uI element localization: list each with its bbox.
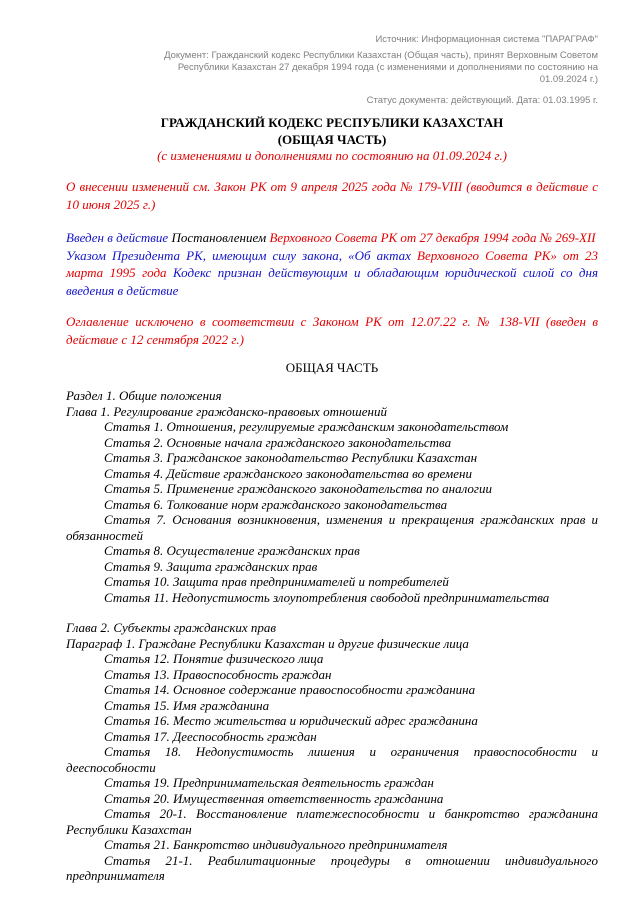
toc-item: Статья 6. Толкование норм гражданского законодательства [104,496,448,512]
toc-item: Статья 16. Место жительства и юридический адрес гражданина [104,713,478,729]
toc-item: Статья 19. Предпринимательская деятельность граждан [104,775,434,791]
decree-reference: Верховного Совета РК» от 23 марта 1995 года [66,247,598,281]
toc-item: Статья 15. Имя гражданина [104,697,270,713]
toc-item: Статья 21-1. Реабилитационные процедуры в отношении индивидуального предпринимателя [66,852,598,884]
decree-lead: Указом Президента РК, имеющим силу закона, «Об актах [66,247,417,263]
source-line: Источник: Информационная система "ПАРАГРАФ" [375,34,598,45]
part-title: ОБЩАЯ ЧАСТЬ [285,360,379,376]
enactment-note [66,229,598,247]
toc-item: Статья 3. Гражданское законодательство Республики Казахстан [104,450,478,466]
toc-item: Раздел 1. Общие положения [66,388,222,404]
toc-item: Статья 2. Основные начала гражданского законодательства [104,434,452,450]
toc-item: Параграф 1. Граждане Республики Казахстан и другие физические лица [66,635,469,651]
toc-removed-note: Оглавление исключено в соответствии с Законом РК от 12.07.22 г. № 138-VII (введен в действие с 12 сентября 2022 г.) [66,314,598,347]
toc-item: Глава 2. Субъекты гражданских прав [66,620,277,636]
revision-note: (с изменениями и дополнениями по состоянию на 01.09.2024 г.) [157,148,507,164]
document-info-line: Документ: Гражданский кодекс Республики Казахстан (Общая часть), принят Верховным Советом Республики Казахстан 27 декабря 1994 года (с изменениями и дополнениями по состоянию на 01.09.2024 г.) [164,49,598,85]
toc-item: Статья 20. Имущественная ответственность гражданина [104,790,444,806]
toc-item: Статья 7. Основания возникновения, изменения и прекращения гражданских прав и обязанностей [66,512,598,543]
toc-item: Глава 1. Регулирование гражданско-правовых отношений [66,403,387,419]
toc-item: Статья 21. Банкротство индивидуального предпринимателя [104,837,448,853]
toc-item: Статья 14. Основное содержание правоспособности гражданина [104,682,476,698]
title-line-1: ГРАЖДАНСКИЙ КОДЕКС РЕСПУБЛИКИ КАЗАХСТАН [160,115,504,131]
table-of-contents [66,388,598,884]
toc-item: Статья 12. Понятие физического лица [104,651,324,667]
decree-note [66,247,598,300]
status-line: Статус документа: действующий. Дата: 01.03.1995 г. [366,94,598,106]
document-title [66,114,598,148]
amendment-notice: О внесении изменений см. Закон РК от 9 апреля 2025 года № 179-VIII (вводится в действие с 10 июня 2025 г.) [66,179,598,212]
toc-item: Статья 10. Защита прав предпринимателей и потребителей [104,574,449,590]
enactment-reference: Верховного Совета РК от 27 декабря 1994 года № 269-XII [269,230,596,246]
decree-effect: Кодекс признан действующим и обладающим юридической силой со дня введения в действие [66,265,598,298]
toc-item: Статья 4. Действие гражданского законодательства во времени [104,465,472,481]
title-line-2: (ОБЩАЯ ЧАСТЬ) [277,132,387,148]
enactment-lead: Введен в действие [66,230,172,246]
toc-item: Статья 1. Отношения, регулируемые гражданским законодательством [104,419,509,435]
enactment-resolution-word: Постановлением [171,230,270,246]
toc-item: Статья 18. Недопустимость лишения и ограничения правоспособности и дееспособности [66,744,598,775]
document-header [66,34,598,106]
toc-item: Статья 8. Осуществление гражданских прав [104,543,360,559]
toc-item: Статья 5. Применение гражданского законодательства по аналогии [104,481,493,497]
toc-item: Статья 9. Защита гражданских прав [104,558,318,574]
toc-item: Статья 13. Правоспособность граждан [104,666,332,682]
toc-item: Статья 11. Недопустимость злоупотребления свободой предпринимательства [104,589,550,605]
toc-item: Статья 20-1. Восстановление платежеспособности и банкротство гражданина Республики Казахстан [66,806,598,837]
toc-item: Статья 17. Дееспособность граждан [104,728,317,744]
